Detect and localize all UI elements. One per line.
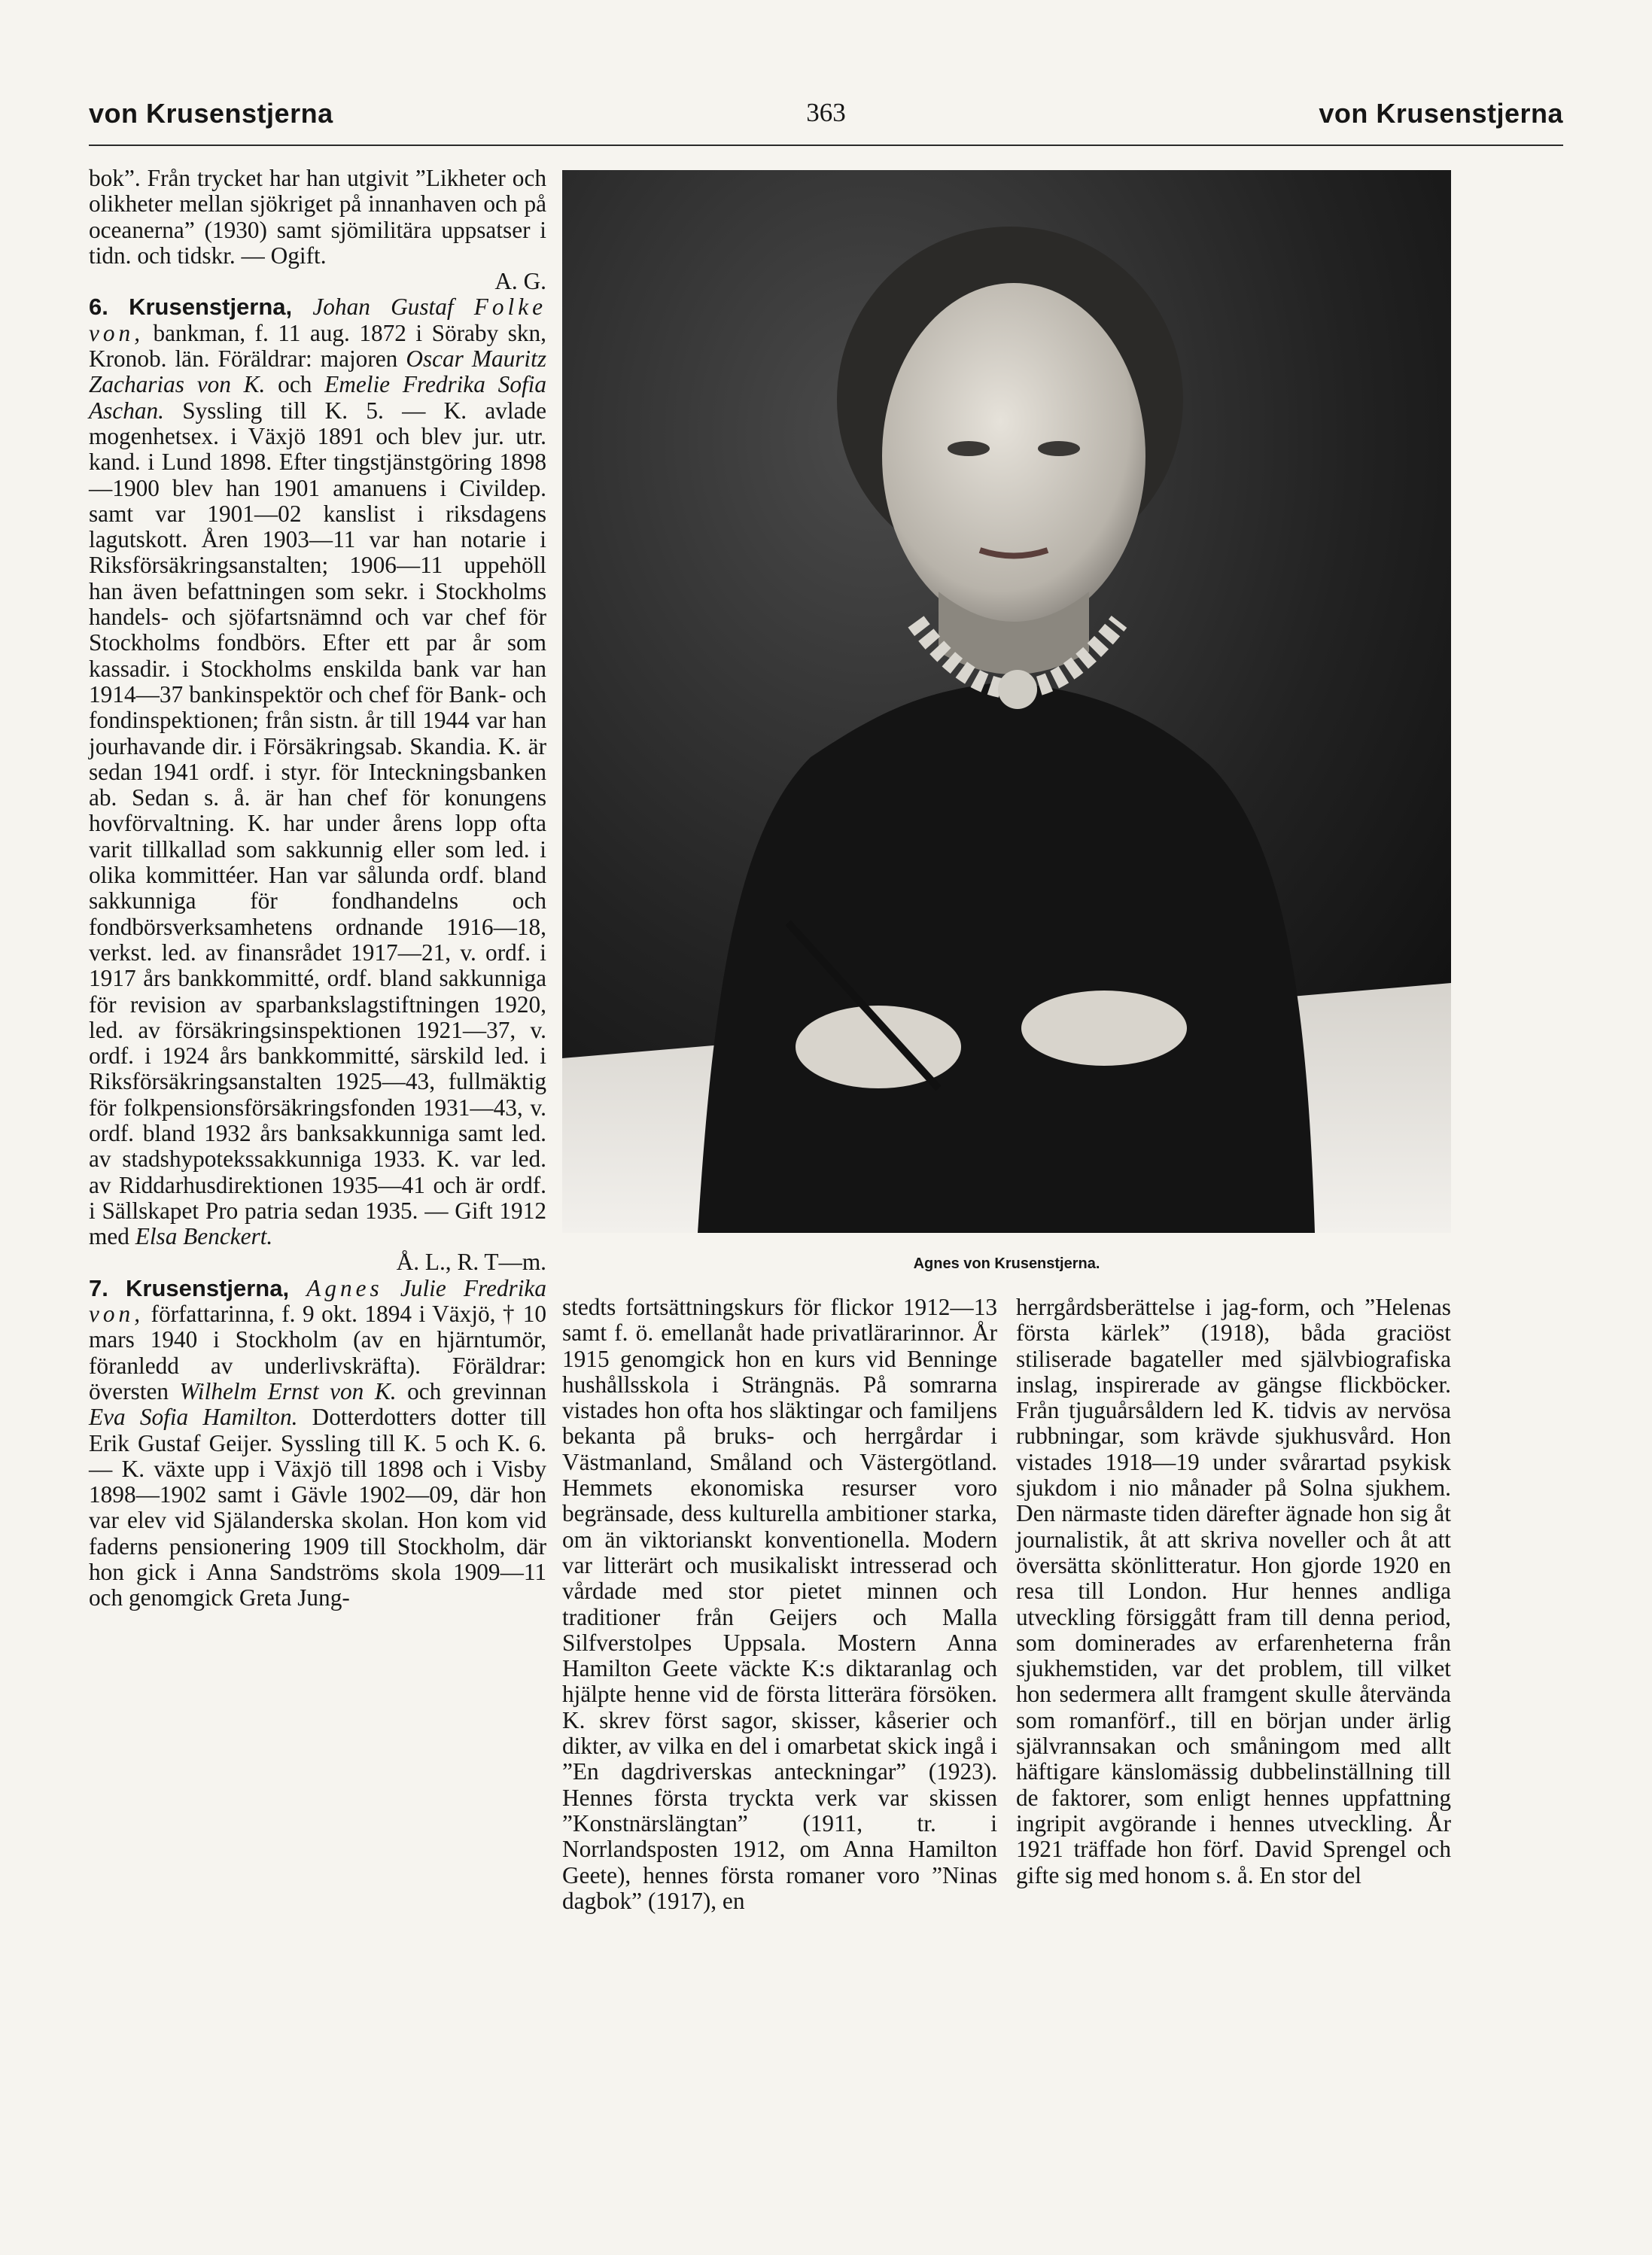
entry-7-von: von, — [89, 1301, 145, 1328]
entry-6-wife: Elsa Benckert. — [135, 1223, 273, 1250]
middle-column — [562, 1295, 997, 1914]
entry-6-father: Oscar Mauritz Zacharias von K. — [89, 345, 546, 398]
entry-7-intro: författarinna, f. 9 okt. 1894 i Växjö, † 10 mars 1940 i Stockholm (av en hjärntumör, föranledd av underlivskräfta). Föräldrar: översten — [89, 1301, 547, 1404]
header-left-title: von Krusenstjerna — [89, 98, 333, 129]
entry-7-and: och grevinnan — [407, 1377, 546, 1404]
entry-6-given-names: Johan Gustaf — [312, 294, 454, 321]
entry-6-name: Krusenstjerna, — [129, 294, 293, 321]
page-number: 363 — [806, 98, 846, 127]
entry-7-mother: Eva Sofia Hamilton. — [89, 1404, 298, 1431]
portrait-illustration — [562, 170, 1451, 1233]
entry-6-body: Syssling till K. 5. — K. avlade mogenhetsex. i Växjö 1891 och blev jur. utr. kand. i Lund 1898. Efter tingstjänstgöring 1898—1900 blev han 1901 amanuens i Civildep. samt var 1901—02 kanslist i riksdagens lagutskott. Åren 1903—11 var han notarie i Riksförsäkringsanstalten; 1906—11 uppehöll han även befattningen som sekr. i Stockholms handels- och sjöfartsnämnd och var chef för Stockholms fondbörs. Efter ett par år som kassadir. i Stockholms enskilda bank var han 1914—37 bankinspektör och chef för Bank- och fondinspektionen; från sistn. år till 1944 var han jourhavande dir. i Försäkringsab. Skandia. K. är sedan 1941 ordf. i styr. för Inteckningsbanken ab. Sedan s. å. är han chef för konungens hovförvaltning. K. har under årens lopp ofta varit tillkallad som sakkunnig eller som led. i olika kommittéer. Han var sålunda ordf. bland sakkunniga för fondhandelns och fondbörsverksamhetens ordnande 1916—18, verkst. led. av finansrådet 1917—21, v. ordf. i 1917 års bankkommitté, ordf. bland sakkunniga för revision av sparbankslagstiftningen 1920, led. av försäkringsinspektionen 1921—37, v. ordf. i 1924 års bankkommitté, särskild led. i Riksförsäkringsanstalten 1925—43, fullmäktig för folkpensionsförsäkringsfonden 1931—43, v. ordf. bland 1932 års banksakkunniga samt led. av stadshypotekssakkunniga 1933. K. var led. av Riddarhusdirektionen 1935—41 och är ordf. i Sällskapet Pro patria sedan 1935. — Gift 1912 med — [89, 397, 546, 1250]
entry-7-given-names: Julie Fredrika — [400, 1274, 546, 1301]
entry-7-name: Krusenstjerna, — [126, 1274, 290, 1301]
entry-6-mother: Emelie Fredrika Sofia Aschan. — [89, 371, 547, 424]
paragraph-continued: bok”. Från trycket har han utgivit ”Likheter och olikheter mellan sjökriget på innanhaven och på oceanerna” (1930) samt sjömilitära uppsatser i tidn. och tidskr. — Ogift. — [89, 165, 546, 269]
right-column-text: herrgårdsberättelse i jag-form, och ”Helenas första kärlek” (1918), båda graciöst stiliserade bagateller med självbiografiska inslag, inspirerade av gängse flickböcker. Från tjuguårsåldern led K. tidvis av nervösa rubbningar, som krävde sjukhusvård. Hon vistades 1918—19 under svårartad psykisk sjukdom i nio månader på Solna sjukhem. Den närmaste tiden därefter ägnade hon sig åt journalistik, åt att skriva noveller och åt att översätta skönlitteratur. Hon gjorde 1920 en resa till London. Hur hennes andliga utveckling försiggått fram till denna period, som dominerades av erfarenheterna från sjukhemstiden, var det problem, till vilket hon sedermera allt framgent skulle återvända som romanförf., till en början under ärlig självrannsakan och småningom med allt häftigare känslomässig dubbelinställning till de faktorer, som enligt hennes uppfattning ingripit avgörande i hennes utveckling. År 1921 träffade hon förf. David Sprengel och gifte sig med honom s. å. En stor del — [1016, 1294, 1451, 1888]
entry-6 — [89, 294, 546, 1249]
portrait-photo — [562, 170, 1451, 1233]
entry-7 — [89, 1276, 546, 1611]
entry-7-number: 7. — [89, 1274, 108, 1301]
entry-6-number: 6. — [89, 294, 108, 321]
signature: A. G. — [494, 268, 546, 295]
photo-caption: Agnes von Krusenstjerna. — [913, 1255, 1100, 1272]
entry-6-intro: bankman, f. 11 aug. 1872 i Söraby skn, Kronob. län. Föräldrar: majoren — [89, 319, 547, 373]
entry-6-and: och — [278, 371, 312, 398]
entry-6-spaced-name: Folke von, — [89, 294, 547, 346]
header-right-title: von Krusenstjerna — [1319, 98, 1563, 129]
running-header — [89, 98, 1563, 143]
middle-column-text: stedts fortsättningskurs för flickor 1912—13 samt f. ö. emellanåt hade privatlärarinnor. År 1915 genomgick hon en kurs vid Benninge hushållsskola i Strängnäs. På somrarna vistades hon ofta hos släktingar och familjens bekanta på bruks- och herrgårdar i Västmanland, Småland och Västergötland. Hemmets ekonomiska resurser voro begränsade, dess kulturella ambitioner starka, om än viktorianskt konventionella. Modern var litterärt och musikaliskt intresserad och vårdade med stor pietet minnen och traditioner från Geijers och Malla Silfverstolpes Uppsala. Mostern Anna Hamilton Geete väckte K:s diktaranlag och hjälpte henne vid de första litterära försöken. K. skrev först sagor, skisser, kåserier och dikter, av vilka en del i omarbetat skick ingå i ”En dagdriverskas anteckningar” (1923). Hennes första tryckta verk var skissen ”Konstnärslängtan” (1911, tr. i Norrlandsposten 1912, om Anna Hamilton Geete), hennes första romaner voro ”Ninas dagbok” (1917), en — [562, 1294, 997, 1914]
entry-7-spaced-name: Agnes — [306, 1274, 383, 1301]
header-rule — [89, 145, 1563, 146]
left-column — [89, 166, 546, 1611]
entry-7-father: Wilhelm Ernst von K. — [179, 1377, 397, 1404]
signature: Å. L., R. T—m. — [396, 1249, 546, 1276]
right-column — [1016, 1295, 1451, 1888]
entry-7-body: Dotterdotters dotter till Erik Gustaf Geijer. Syssling till K. 5 och K. 6. — K. växte upp i Växjö till 1898 och i Visby 1898—1902 samt i Gävle 1902—09, där hon var elev vid Själanderska skolan. Hon kom vid faderns pensionering 1909 till Stockholm, där hon gick i Anna Sandströms skola 1909—11 och genomgick Greta Jung- — [89, 1404, 546, 1611]
